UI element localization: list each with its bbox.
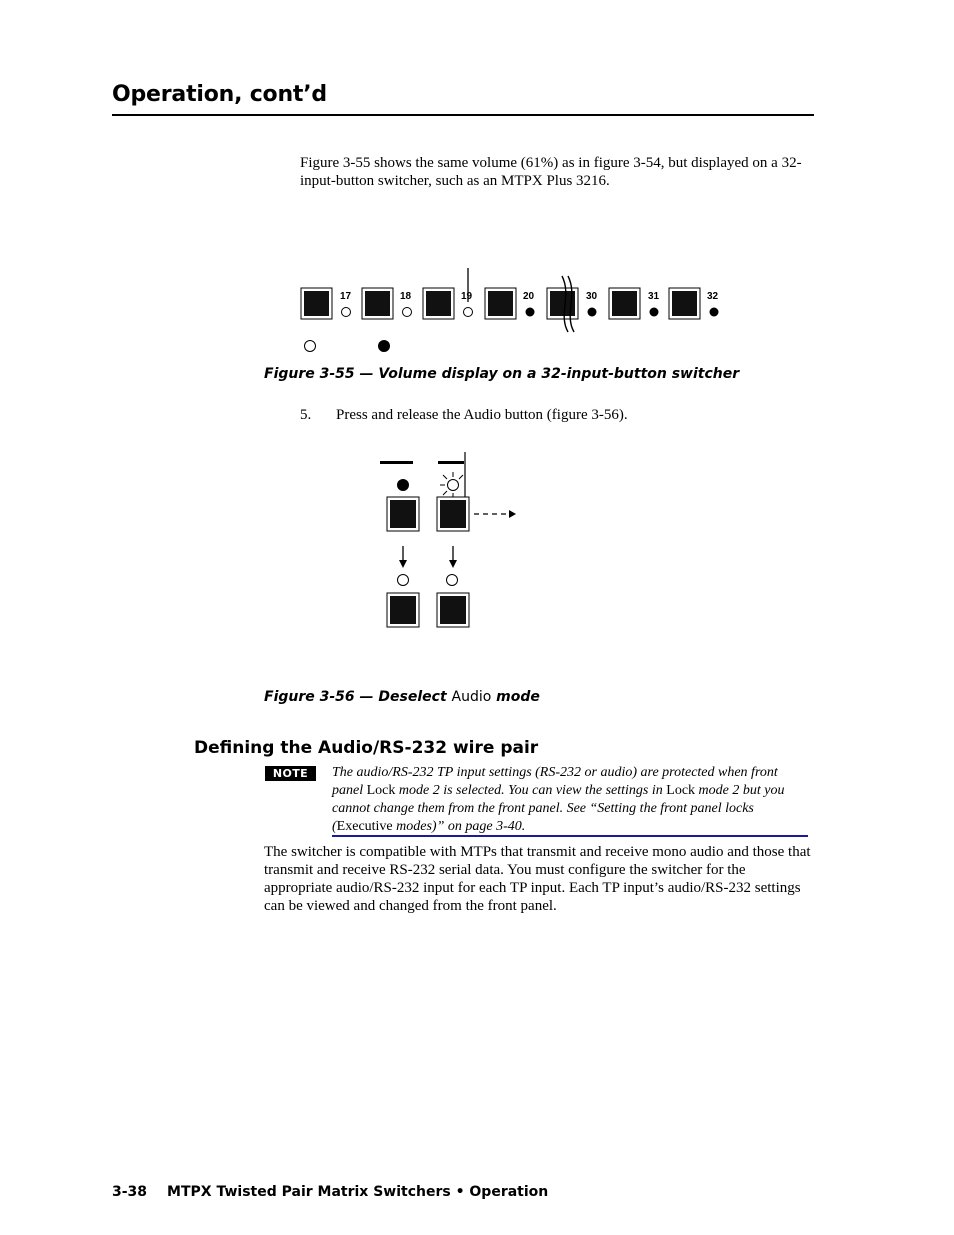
button-29-graphic: [547, 288, 578, 319]
figure-3-56-caption: [264, 689, 540, 705]
note-part-3[interactable]: mode 2 but you cannot change them from the front panel. See “Setting the front panel locks (: [332, 783, 785, 834]
button-bottom-right-graphic: [437, 593, 469, 627]
button-31-graphic: [609, 288, 640, 319]
note-part-2: mode 2 is selected. You can view the settings in: [395, 783, 667, 798]
label-32: 32: [707, 291, 719, 302]
figure-3-55: [296, 266, 736, 360]
led-19-off: [464, 308, 473, 317]
led-right-lit-icon: [440, 472, 463, 498]
figure-3-56-diagram: [370, 450, 530, 630]
bottom-led-off: [305, 341, 316, 352]
intro-paragraph: Figure 3-55 shows the same volume (61%) as in figure 3-54, but displayed on a 32-input-button switcher, such as an MTPX Plus 3216.: [300, 155, 802, 189]
label-18: 18: [400, 291, 412, 302]
button-18-graphic: [362, 288, 393, 319]
footer: [112, 1184, 548, 1200]
dashed-arrow-head: [509, 510, 516, 518]
footer-text: MTPX Twisted Pair Matrix Switchers • Operation: [167, 1184, 549, 1200]
led-30-on: [588, 308, 597, 317]
label-17: 17: [340, 291, 352, 302]
button-32-graphic: [669, 288, 700, 319]
caption-prefix: Figure 3-56 — Deselect: [264, 689, 452, 705]
led-17-off: [342, 308, 351, 317]
step-number: 5.: [300, 407, 312, 423]
led-bottom-left-off: [398, 575, 409, 586]
note-badge: NOTE: [265, 766, 316, 781]
note-rule: [332, 835, 808, 837]
figure-3-55-caption: Figure 3-55 — Volume display on a 32-input-button switcher: [264, 366, 740, 382]
led-20-on: [526, 308, 535, 317]
note-part-1: The audio/RS-232 TP input settings (RS-232 or audio) are protected when front panel: [332, 765, 778, 798]
button-top-right-graphic: [437, 497, 469, 531]
label-31: 31: [648, 291, 660, 302]
note-lock-2: Lock: [666, 783, 696, 798]
button-19-graphic: [423, 288, 454, 319]
note-text: [332, 764, 812, 836]
caption-suffix: mode: [491, 689, 540, 705]
led-18-off: [403, 308, 412, 317]
footer-page-number: 3-38: [112, 1184, 148, 1200]
led-bottom-right-off: [447, 575, 458, 586]
led-32-on: [710, 308, 719, 317]
section-heading: Defining the Audio/RS-232 wire pair: [194, 738, 539, 758]
button-20-graphic: [485, 288, 516, 319]
note-lock-1: Lock: [366, 783, 396, 798]
bar-left: [380, 461, 413, 464]
button-bottom-left-graphic: [387, 593, 419, 627]
caption-audio-word: Audio: [451, 689, 492, 705]
label-30: 30: [586, 291, 598, 302]
bar-right: [438, 461, 464, 464]
led-left-on: [397, 479, 409, 491]
note-part-4[interactable]: modes)” on page 3-40.: [392, 819, 526, 834]
step-text: Press and release the Audio button (figure 3-56).: [336, 407, 628, 423]
label-20: 20: [523, 291, 535, 302]
note-executive[interactable]: Executive: [336, 819, 393, 834]
bottom-led-on: [378, 340, 390, 352]
down-arrow-left-head: [399, 560, 407, 568]
figure-3-55-diagram: [296, 266, 736, 360]
figure-3-56: [370, 450, 530, 630]
button-top-left-graphic: [387, 497, 419, 531]
step-5: [300, 407, 628, 424]
led-31-on: [650, 308, 659, 317]
title-rule: [112, 114, 814, 116]
button-17-graphic: [301, 288, 332, 319]
label-19: 19: [461, 291, 473, 302]
down-arrow-right-head: [449, 560, 457, 568]
page-title: Operation, cont’d: [112, 82, 327, 107]
body-paragraph: The switcher is compatible with MTPs that transmit and receive mono audio and those that transmit and receive RS-232 serial data. You must configure the switcher for the appropriate audio/RS-232 input for each TP input. Each TP input’s audio/RS-232 settings can be viewed and changed from the front panel.: [264, 844, 811, 914]
